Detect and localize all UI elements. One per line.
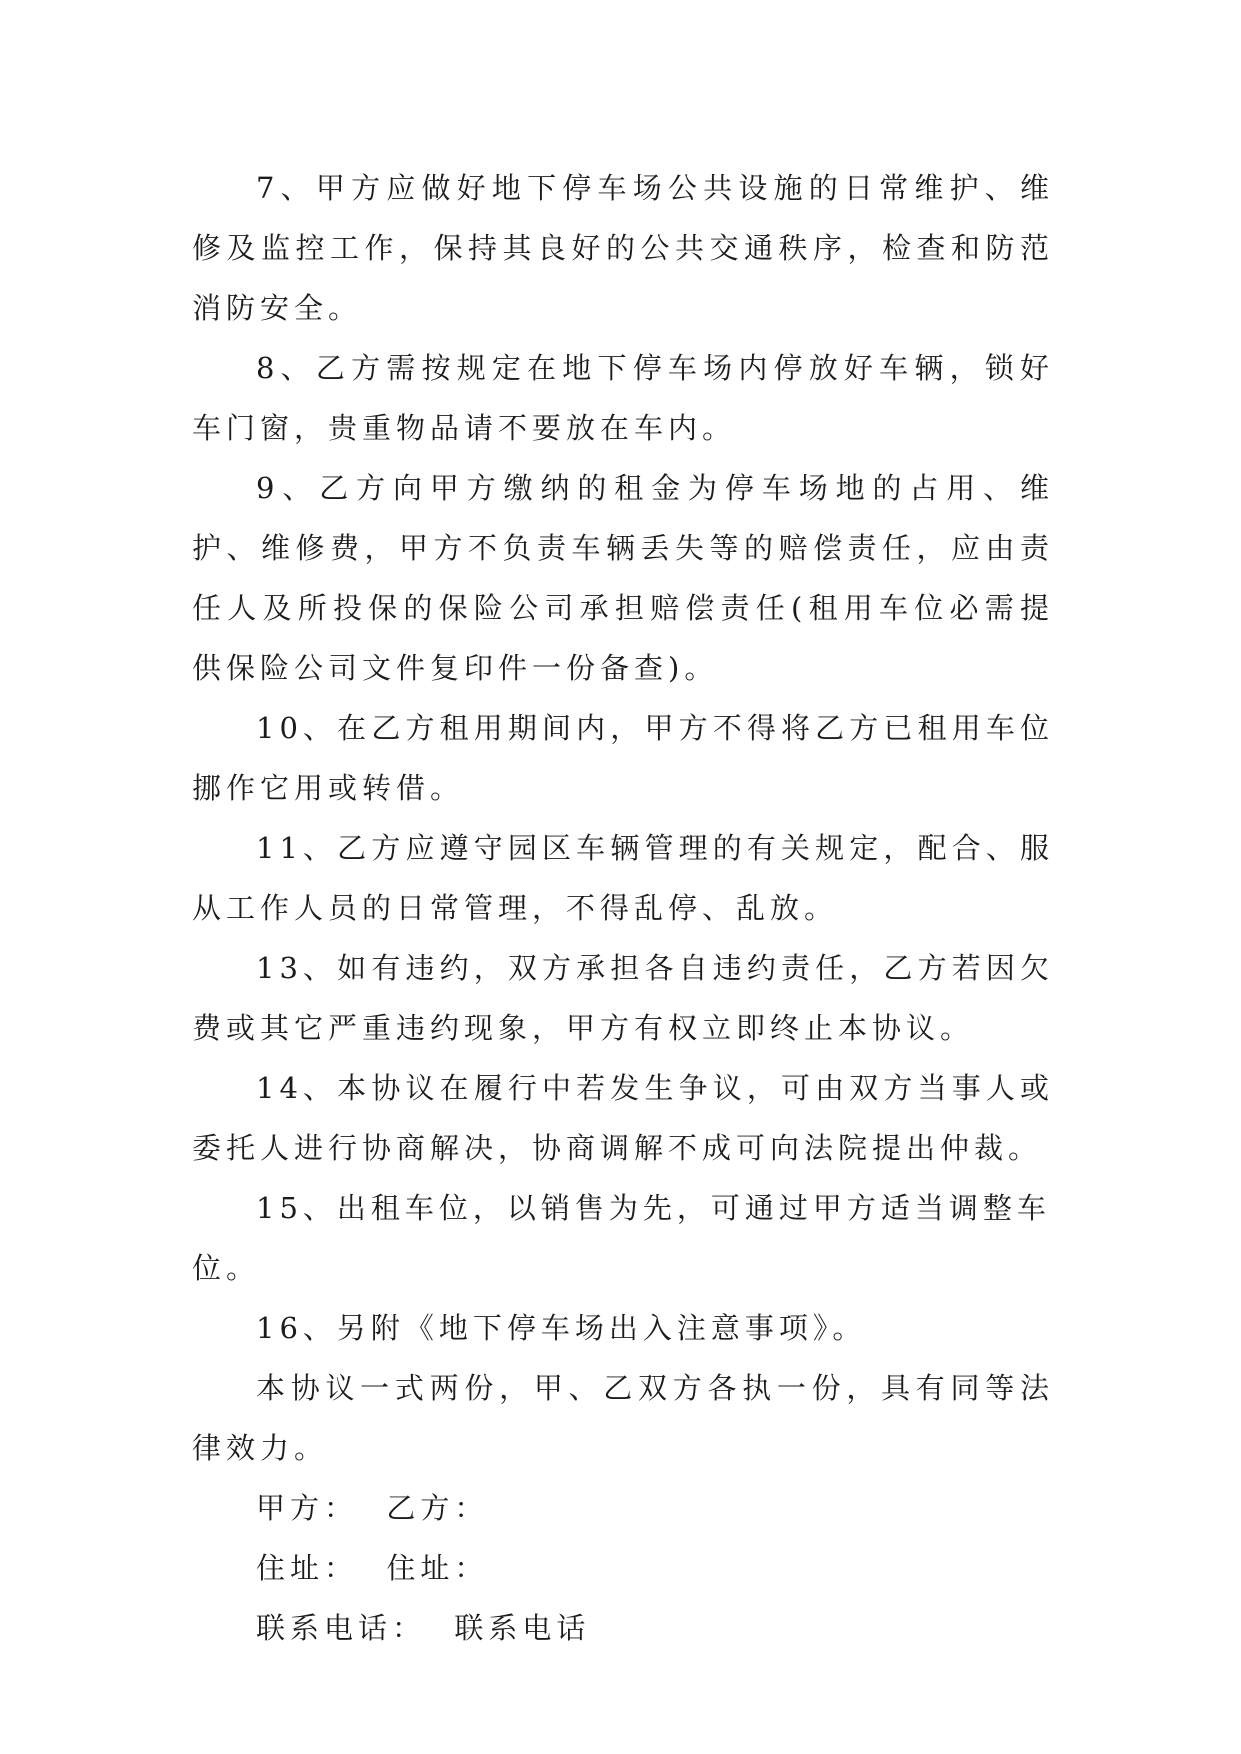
clause-9: 9、乙方向甲方缴纳的租金为停车场地的占用、维护、维修费，甲方不负责车辆丢失等的赔偿责任，应由责任人及所投保的保险公司承担赔偿责任(租用车位必需提供保险公司文件复印件一份备查)。 — [192, 471, 1054, 685]
closing-statement: 本协议一式两份，甲、乙双方各执一份，具有同等法律效力。 — [192, 1371, 1054, 1465]
party-signature-line: 甲方： 乙方： — [256, 1491, 489, 1525]
clause-10: 10、在乙方租用期间内，甲方不得将乙方已租用车位挪作它用或转借。 — [192, 711, 1054, 805]
clause-8: 8、乙方需按规定在地下停车场内停放好车辆，锁好车门窗，贵重物品请不要放在车内。 — [192, 351, 1054, 445]
clause-15: 15、出租车位，以销售为先，可通过甲方适当调整车位。 — [192, 1191, 1051, 1285]
clause-7: 7、甲方应做好地下停车场公共设施的日常维护、维修及监控工作，保持其良好的公共交通秩序，检查和防范消防安全。 — [192, 171, 1054, 325]
clause-13: 13、如有违约，双方承担各自违约责任，乙方若因欠费或其它严重违约现象，甲方有权立即终止本协议。 — [192, 951, 1054, 1045]
clause-11: 11、乙方应遵守园区车辆管理的有关规定，配合、服从工作人员的日常管理，不得乱停、乱放。 — [192, 831, 1054, 925]
clause-14: 14、本协议在履行中若发生争议，可由双方当事人或委托人进行协商解决，协商调解不成可向法院提出仲裁。 — [192, 1071, 1054, 1165]
phone-line: 联系电话： 联系电话 — [256, 1611, 591, 1645]
clause-16: 16、另附《地下停车场出入注意事项》。 — [256, 1311, 867, 1345]
agreement-body — [192, 158, 1054, 1658]
address-line: 住址： 住址： — [256, 1551, 489, 1585]
